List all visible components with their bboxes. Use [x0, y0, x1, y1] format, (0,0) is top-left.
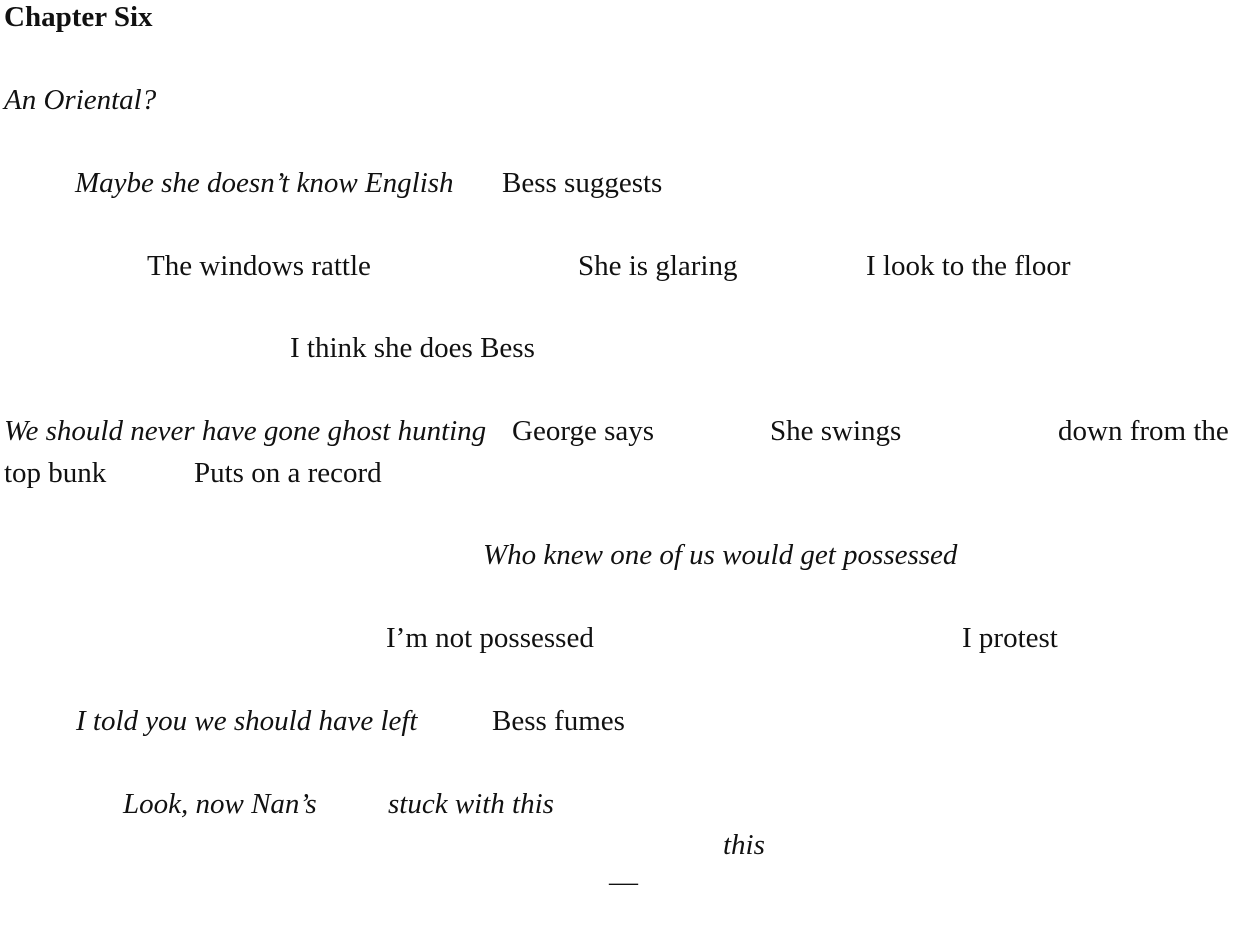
poem-line: We should never have gone ghost hunting [4, 415, 487, 447]
poem-line: George says [512, 415, 655, 447]
poem-line: this [723, 829, 765, 861]
poem-line: The windows rattle [147, 250, 371, 282]
poem-line: She is glaring [578, 250, 738, 282]
poem-line: Look, now Nan’s [123, 788, 317, 820]
poem-line: top bunk [4, 457, 107, 489]
chapter-heading: Chapter Six [4, 1, 153, 33]
poem-line: An Oriental? [4, 84, 157, 116]
poem-line: I’m not possessed [386, 622, 594, 654]
poem-line: I told you we should have left [76, 705, 418, 737]
poem-line: Maybe she doesn’t know English [75, 167, 454, 199]
poem-line: stuck with this [388, 788, 554, 820]
poem-line: I think she does Bess [290, 332, 535, 364]
poem-line: down from the [1058, 415, 1229, 447]
poem-line: Bess suggests [502, 167, 663, 199]
poem-line: Who knew one of us would get possessed [483, 539, 958, 571]
poem-line: Bess fumes [492, 705, 625, 737]
poem-line: I protest [962, 622, 1058, 654]
poem-line: She swings [770, 415, 902, 447]
poem-line: Puts on a record [194, 457, 382, 489]
em-dash: — [609, 866, 638, 898]
poem-line: I look to the floor [866, 250, 1071, 282]
